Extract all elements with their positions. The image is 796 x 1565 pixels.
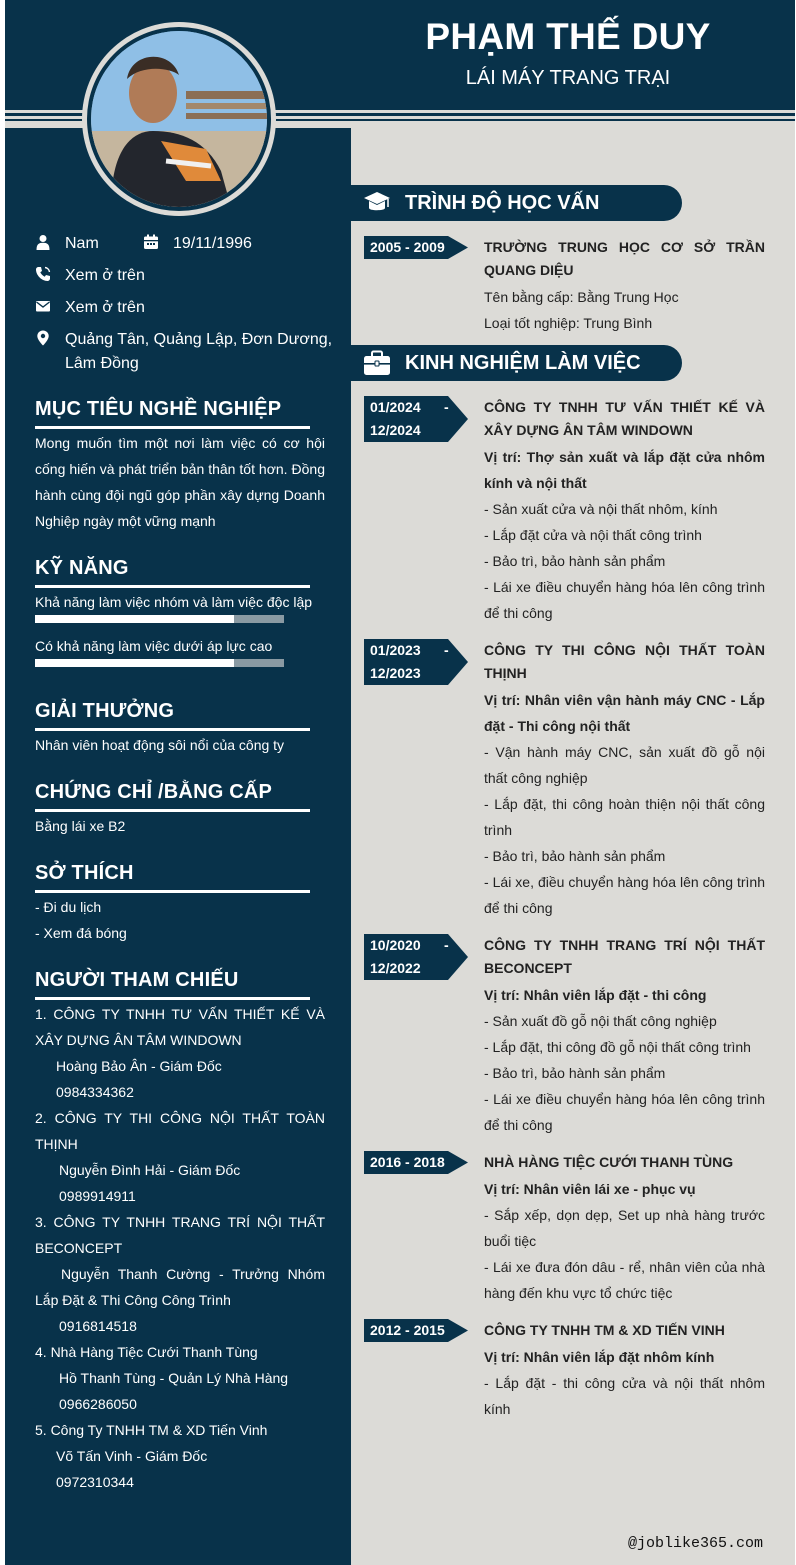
job-duty: - Lái xe, điều chuyển hàng hóa lên công trình để thi công xyxy=(484,874,765,916)
job-duty: - Lái xe đưa đón dâu - rể, nhân viên của nhà hàng đến khu vực tổ chức tiệc xyxy=(484,1259,765,1301)
avatar-frame xyxy=(82,22,276,216)
skill-fill-1 xyxy=(35,615,234,623)
hobby-item-1: - Đi du lịch xyxy=(35,899,102,915)
job-duty: - Sản xuất đồ gỗ nội thất công nghiệp xyxy=(484,1013,717,1029)
education-title: TRÌNH ĐỘ HỌC VẤN xyxy=(405,192,600,214)
reference-phone-4: 0966286050 xyxy=(59,1396,137,1412)
job-date-2: 01/2023 - 12/2023 xyxy=(370,642,449,681)
job-entry-5 xyxy=(484,1319,765,1422)
job-duty: - Sắp xếp, dọn dẹp, Set up nhà hàng trước buổi tiệc xyxy=(484,1207,765,1249)
job-duty: - Lái xe điều chuyển hàng hóa lên công trình để thi công xyxy=(484,1091,765,1133)
education-grade: Loại tốt nghiệp: Trung Bình xyxy=(484,315,653,331)
reference-person-2: Nguyễn Đình Hải - Giám Đốc xyxy=(59,1162,241,1178)
hobbies-underline xyxy=(35,890,310,893)
briefcase-icon xyxy=(363,350,391,376)
job-duty: - Lái xe điều chuyển hàng hóa lên công trình để thi công xyxy=(484,579,765,621)
job-duty: - Bảo trì, bảo hành sản phẩm xyxy=(484,848,666,864)
skills-underline xyxy=(35,585,310,588)
job-duty: - Lắp đặt, thi công hoàn thiện nội thất công trình xyxy=(484,796,765,838)
reference-company-5: 5. Công Ty TNHH TM & XD Tiến Vinh xyxy=(35,1422,268,1438)
birthday-text: 19/11/1996 xyxy=(173,235,252,252)
hobbies-title: SỞ THÍCH xyxy=(35,862,134,884)
education-degree: Tên bằng cấp: Bằng Trung Học xyxy=(484,289,679,305)
calendar-icon xyxy=(143,234,159,250)
job-date-3: 10/2020 - 12/2022 xyxy=(370,937,449,976)
awards-text: Nhân viên hoạt động sôi nổi của công ty xyxy=(35,737,285,753)
skill-label-1: Khả năng làm việc nhóm và làm việc độc lập xyxy=(35,594,313,610)
gender-text: Nam xyxy=(65,235,99,252)
reference-person-4: Hồ Thanh Tùng - Quản Lý Nhà Hàng xyxy=(59,1370,289,1386)
job-company-3: CÔNG TY TNHH TRANG TRÍ NỘI THẤT BECONCEPT xyxy=(484,937,765,976)
job-entry-1 xyxy=(484,396,765,626)
education-date: 2005 - 2009 xyxy=(370,239,445,255)
job-duty: - Vận hành máy CNC, sản xuất đồ gỗ nội thất công nghiệp xyxy=(484,744,765,786)
avatar-photo xyxy=(91,31,267,207)
reference-phone-1: 0984334362 xyxy=(56,1084,134,1100)
job-entry-4 xyxy=(484,1151,765,1306)
email-text: Xem ở trên xyxy=(65,299,145,316)
experience-title: KINH NGHIỆM LÀM VIỆC xyxy=(405,352,641,374)
references-title: NGƯỜI THAM CHIẾU xyxy=(35,969,239,991)
phone-icon xyxy=(35,266,51,282)
phone-text: Xem ở trên xyxy=(65,267,145,284)
references-underline xyxy=(35,997,310,1000)
education-school: TRƯỜNG TRUNG HỌC CƠ SỞ TRẦN QUANG DIỆU xyxy=(484,239,765,278)
reference-company-1: 1. CÔNG TY TNHH TƯ VẤN THIẾT KẾ VÀ XÂY DỰNG ÂN TÂM WINDOWN xyxy=(35,1006,325,1048)
reference-person-5: Võ Tấn Vinh - Giám Đốc xyxy=(56,1448,208,1464)
reference-person-3: Nguyễn Thanh Cường - Trưởng Nhóm Lắp Đặt & Thi Công Công Trình xyxy=(35,1266,325,1308)
sidebar xyxy=(5,128,351,1565)
job-position-3: Vị trí: Nhân viên lắp đặt - thi công xyxy=(484,987,707,1003)
job-position-5: Vị trí: Nhân viên lắp đặt nhôm kính xyxy=(484,1349,715,1365)
candidate-job-title: LÁI MÁY TRANG TRẠI xyxy=(465,67,671,89)
reference-company-2: 2. CÔNG TY THI CÔNG NỘI THẤT TOÀN THỊNH xyxy=(35,1110,325,1152)
reference-phone-5: 0972310344 xyxy=(56,1474,134,1490)
job-duty: - Lắp đặt cửa và nội thất công trình xyxy=(484,527,702,543)
skill-label-2: Có khả năng làm việc dưới áp lực cao xyxy=(35,638,273,654)
candidate-name: PHẠM THẾ DUY xyxy=(425,16,711,57)
education-entry xyxy=(484,236,765,336)
reference-company-4: 4. Nhà Hàng Tiệc Cưới Thanh Tùng xyxy=(35,1344,258,1360)
job-duty: - Bảo trì, bảo hành sản phẩm xyxy=(484,1065,666,1081)
skill-bar-2 xyxy=(35,659,284,667)
job-date-1: 01/2024 - 12/2024 xyxy=(370,399,449,438)
education-header xyxy=(351,185,682,221)
awards-underline xyxy=(35,728,310,731)
location-pin-icon xyxy=(35,330,51,346)
job-date-4: 2016 - 2018 xyxy=(370,1154,445,1170)
job-position-4: Vị trí: Nhân viên lái xe - phục vụ xyxy=(484,1181,696,1197)
hobby-item-2: - Xem đá bóng xyxy=(35,925,127,941)
job-duty: - Bảo trì, bảo hành sản phẩm xyxy=(484,553,666,569)
reference-company-3: 3. CÔNG TY TNHH TRANG TRÍ NỘI THẤT BECONCEPT xyxy=(35,1214,325,1256)
job-duty: - Sản xuất cửa và nội thất nhôm, kính xyxy=(484,501,718,517)
watermark: @joblike365.com xyxy=(628,1535,764,1552)
job-duty: - Lắp đặt - thi công cửa và nội thất nhôm kính xyxy=(484,1375,765,1417)
certificates-text: Bằng lái xe B2 xyxy=(35,818,126,834)
cv-page xyxy=(5,0,795,1565)
address-line-1: Quảng Tân, Quảng Lập, Đơn Dương, xyxy=(65,331,333,348)
graduation-cap-icon xyxy=(363,190,391,216)
experience-header xyxy=(351,345,682,381)
certificates-underline xyxy=(35,809,310,812)
job-position-1: Vị trí: Thợ sản xuất và lắp đặt cửa nhôm kính và nội thất xyxy=(484,449,765,491)
job-company-2: CÔNG TY THI CÔNG NỘI THẤT TOÀN THỊNH xyxy=(484,642,765,681)
reference-phone-2: 0989914911 xyxy=(59,1188,136,1204)
job-entry-2 xyxy=(484,639,765,921)
avatar xyxy=(91,31,267,207)
job-company-1: CÔNG TY TNHH TƯ VẤN THIẾT KẾ VÀ XÂY DỰNG ÂN TÂM WINDOWN xyxy=(484,399,765,438)
certificates-title: CHỨNG CHỈ /BẰNG CẤP xyxy=(35,781,273,803)
job-entry-3 xyxy=(484,934,765,1138)
address-line-2: Lâm Đồng xyxy=(65,355,139,372)
reference-person-1: Hoàng Bảo Ân - Giám Đốc xyxy=(56,1058,222,1074)
objective-title: MỤC TIÊU NGHỀ NGHIỆP xyxy=(35,398,282,420)
awards-title: GIẢI THƯỞNG xyxy=(35,700,175,722)
person-icon xyxy=(35,234,51,250)
job-date-5: 2012 - 2015 xyxy=(370,1322,445,1338)
reference-phone-3: 0916814518 xyxy=(59,1318,137,1334)
objective-text: Mong muốn tìm một nơi làm việc có cơ hội cống hiến và phát triển bản thân tốt hơn. Đồng hành cùng đội ngũ góp phần xây dựng Doanh Nghiệp ngày một vững mạnh xyxy=(35,435,325,529)
job-company-5: CÔNG TY TNHH TM & XD TIẾN VINH xyxy=(484,1322,725,1338)
envelope-icon xyxy=(35,298,51,314)
skill-fill-2 xyxy=(35,659,234,667)
job-duty: - Lắp đặt, thi công đồ gỗ nội thất công trình xyxy=(484,1039,751,1055)
job-company-4: NHÀ HÀNG TIỆC CƯỚI THANH TÙNG xyxy=(484,1154,734,1170)
skill-bar-1 xyxy=(35,615,284,623)
skills-title: KỸ NĂNG xyxy=(35,557,129,579)
objective-underline xyxy=(35,426,310,429)
job-position-2: Vị trí: Nhân viên vận hành máy CNC - Lắp đặt - Thi công nội thất xyxy=(484,692,765,734)
